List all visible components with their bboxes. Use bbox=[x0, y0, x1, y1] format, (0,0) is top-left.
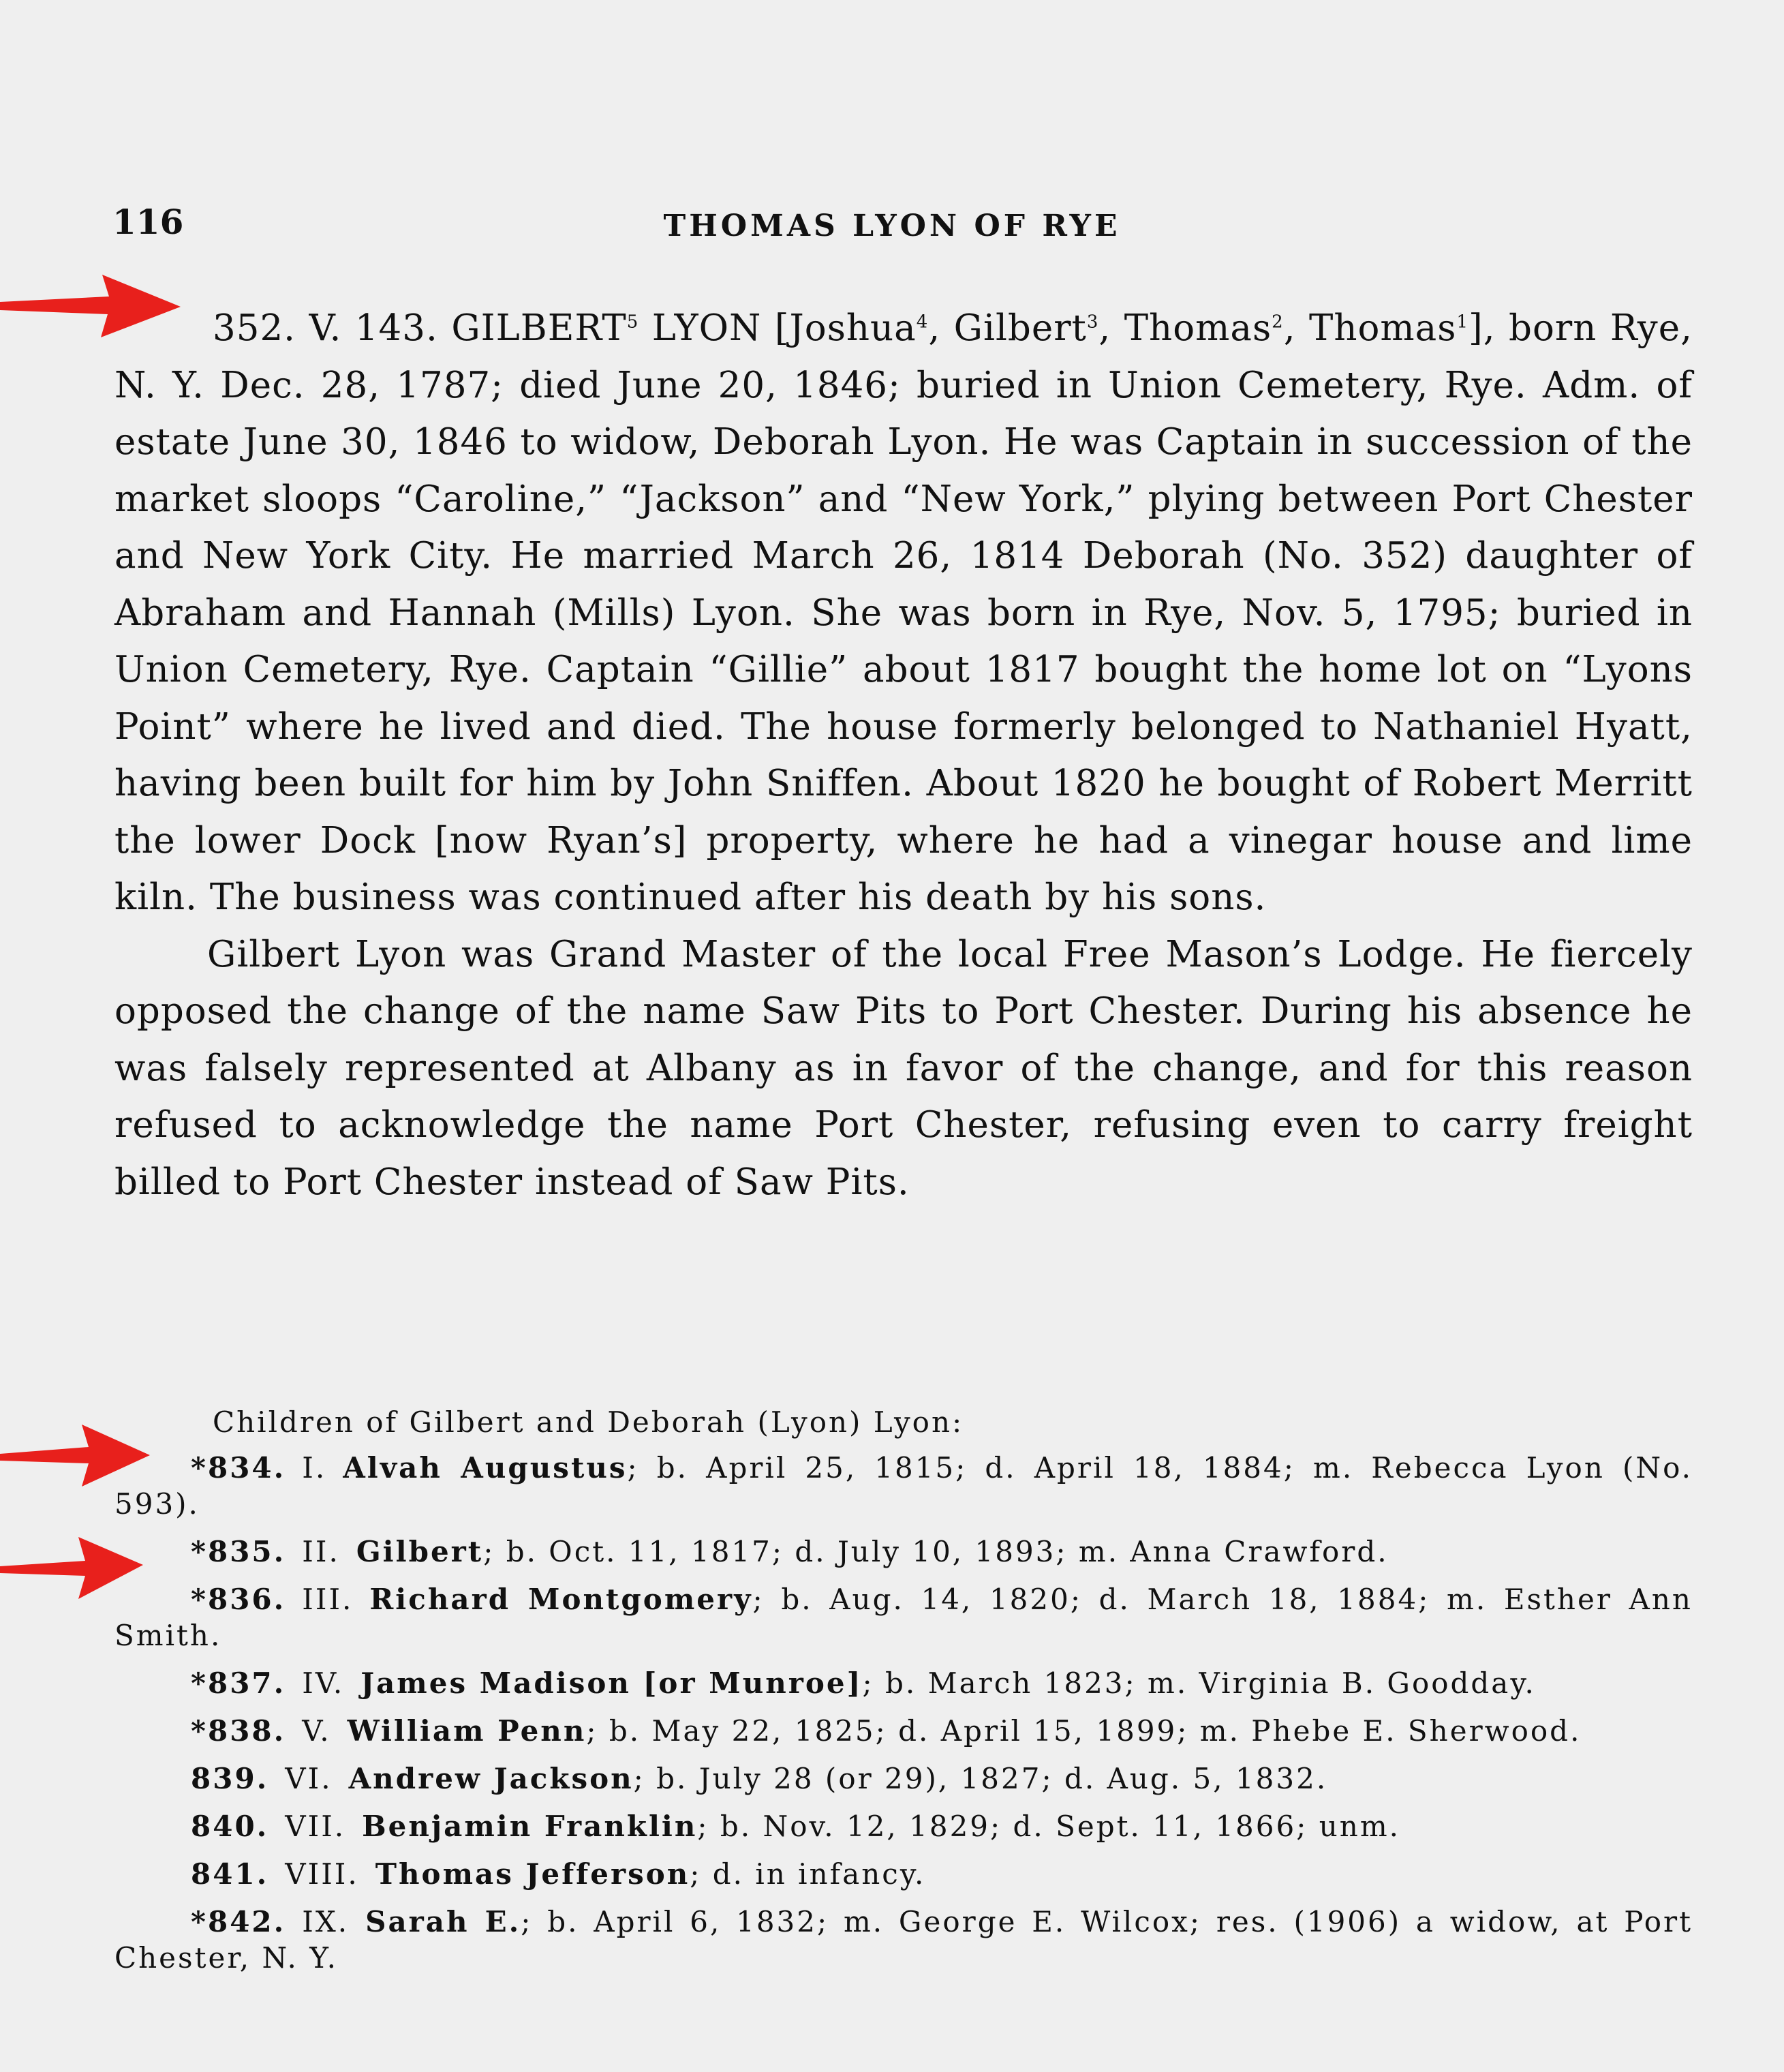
children-list bbox=[114, 1404, 1693, 1987]
child-details: ; d. in infancy. bbox=[690, 1857, 926, 1891]
child-details: ; b. April 6, 1832; m. George E. Wilcox; res. (1906) a widow, at Port Chester, N. Y. bbox=[114, 1905, 1693, 1975]
child-number: *836. bbox=[191, 1583, 286, 1616]
child-name: Thomas Jefferson bbox=[375, 1857, 690, 1891]
child-number: *835. bbox=[191, 1535, 286, 1568]
child-name: James Madison [or Munroe] bbox=[360, 1666, 863, 1700]
child-name: Andrew Jackson bbox=[348, 1762, 634, 1795]
child-name: Benjamin Franklin bbox=[362, 1810, 698, 1843]
child-number: *838. bbox=[191, 1714, 286, 1748]
child-number: 839. bbox=[191, 1762, 269, 1795]
child-number: *834. bbox=[191, 1451, 286, 1484]
running-title: THOMAS LYON OF RYE bbox=[663, 209, 1121, 243]
child-entry bbox=[114, 1713, 1693, 1749]
child-details: ; b. May 22, 1825; d. April 15, 1899; m. Phebe E. Sherwood. bbox=[586, 1714, 1582, 1748]
child-number: *837. bbox=[191, 1666, 286, 1700]
child-details: ; b. July 28 (or 29), 1827; d. Aug. 5, 1832. bbox=[633, 1762, 1328, 1795]
children-heading: Children of Gilbert and Deborah (Lyon) Lyon: bbox=[213, 1405, 964, 1439]
child-name: Alvah Augustus bbox=[343, 1451, 628, 1484]
child-entry bbox=[114, 1808, 1693, 1844]
entry-paragraph-2: Gilbert Lyon was Grand Master of the local Free Mason’s Lodge. He fiercely opposed the change of the name Saw Pits to Port Chester. During his absence he was falsely represented at Albany as in favor of the change, and for this reason refused to acknowledge the name Port Chester, refusing even to carry freight billed to Port Chester instead of Saw Pits. bbox=[114, 933, 1693, 1203]
child-entry bbox=[114, 1761, 1693, 1797]
child-details: ; b. Aug. 14, 1820; d. March 18, 1884; m. Esther Ann Smith. bbox=[114, 1583, 1693, 1652]
page-number: 116 bbox=[112, 202, 184, 242]
child-roman: VI. bbox=[285, 1762, 333, 1795]
child-name: Sarah E. bbox=[365, 1905, 521, 1938]
child-details: ; b. Oct. 11, 1817; d. July 10, 1893; m. Anna Crawford. bbox=[483, 1535, 1389, 1568]
child-entry bbox=[114, 1904, 1693, 1976]
child-entry bbox=[114, 1665, 1693, 1701]
child-roman: I. bbox=[302, 1451, 327, 1484]
child-roman: VIII. bbox=[285, 1857, 359, 1891]
child-name: Richard Montgomery bbox=[369, 1583, 753, 1616]
child-roman: VII. bbox=[285, 1810, 346, 1843]
child-entry bbox=[114, 1581, 1693, 1654]
child-roman: V. bbox=[302, 1714, 331, 1748]
child-entry bbox=[114, 1450, 1693, 1522]
child-entry bbox=[114, 1856, 1693, 1892]
child-roman: II. bbox=[302, 1535, 340, 1568]
child-details: ; b. April 25, 1815; d. April 18, 1884; m. Rebecca Lyon (No. 593). bbox=[114, 1451, 1693, 1521]
child-number: *842. bbox=[191, 1905, 286, 1938]
child-number: 840. bbox=[191, 1810, 269, 1843]
child-number: 841. bbox=[191, 1857, 269, 1891]
child-name: William Penn bbox=[347, 1714, 587, 1748]
child-roman: IV. bbox=[302, 1666, 345, 1700]
child-roman: IX. bbox=[302, 1905, 350, 1938]
child-entry bbox=[114, 1534, 1693, 1570]
entry-text bbox=[114, 300, 1693, 1210]
child-name: Gilbert bbox=[356, 1535, 484, 1568]
child-details: ; b. Nov. 12, 1829; d. Sept. 11, 1866; unm. bbox=[697, 1810, 1400, 1843]
child-roman: III. bbox=[302, 1583, 354, 1616]
entry-paragraph-1: 352. V. 143. GILBERT$^5$ LYON [Joshua$^4$, Gilbert$^3$, Thomas$^2$, Thomas$^1$], born Rye, N. Y. Dec. 28, 1787; died June 20, 1846; buried in Union Cemetery, Rye. Adm. of estate June 30, 1846 to widow, Deborah Lyon. He was Captain in succession of the market sloops “Caroline,” “Jackson” and “New York,” plying between Port Chester and New York City. He married March 26, 1814 Deborah (No. 352) daughter of Abraham and Hannah (Mills) Lyon. She was born in Rye, Nov. 5, 1795; buried in Union Cemetery, Rye. Captain “Gillie” about 1817 bought the home lot on “Lyons Point” where he lived and died. The house formerly belonged to Nathaniel Hyatt, having been built for him by John Sniffen. About 1820 he bought of Robert Merritt the lower Dock [now Ryan’s] property, where he had a vinegar house and lime kiln. The business was continued after his death by his sons. bbox=[114, 307, 1693, 918]
child-details: ; b. March 1823; m. Virginia B. Goodday. bbox=[862, 1666, 1536, 1700]
